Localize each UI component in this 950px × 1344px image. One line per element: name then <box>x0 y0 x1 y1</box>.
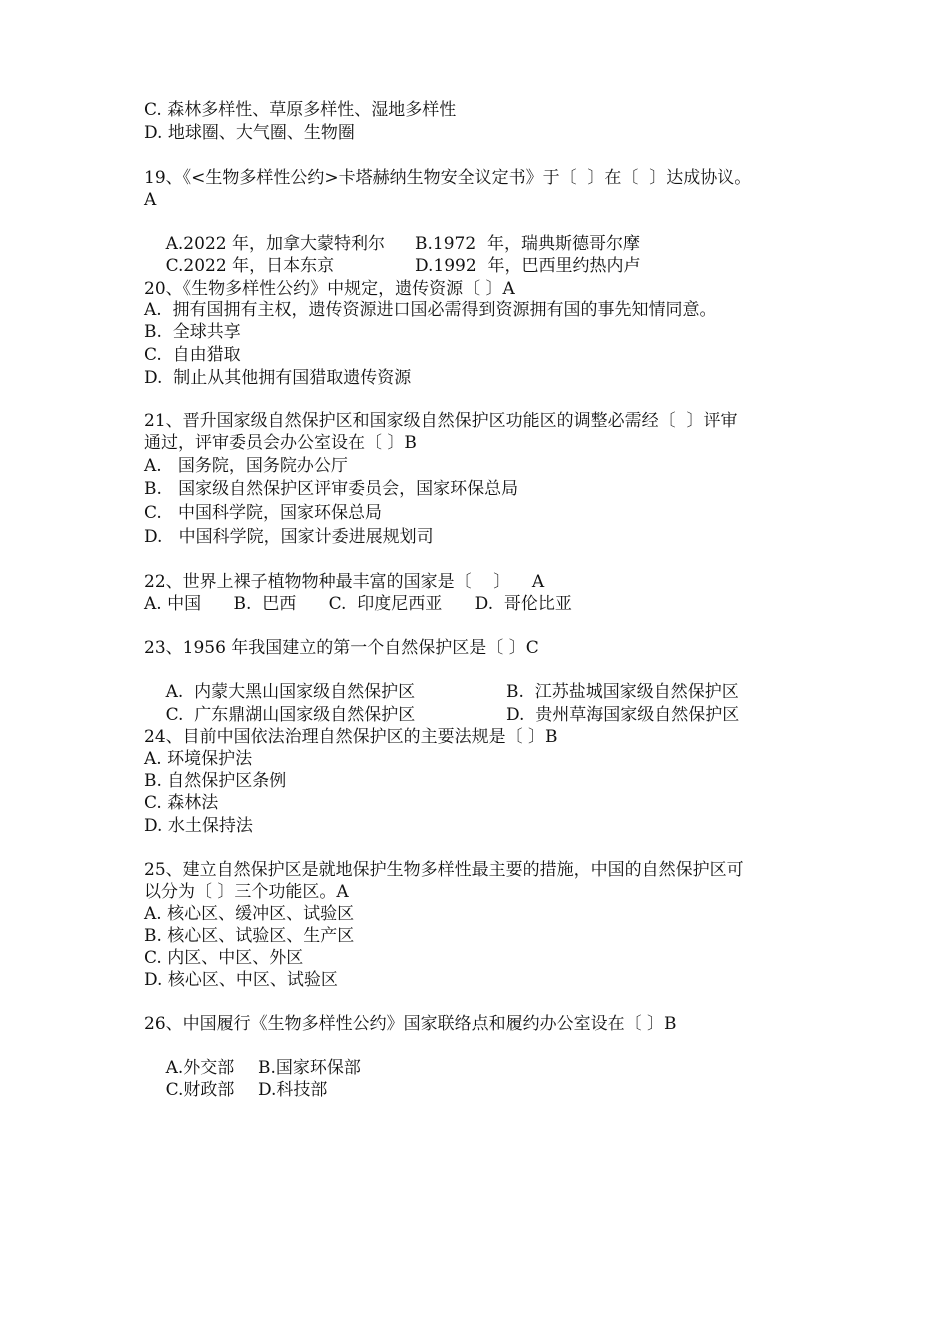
option-b: B.国家环保部 <box>258 1058 361 1078</box>
option-a: A.2022 年，加拿大蒙特利尔 <box>165 234 385 254</box>
option-line: C. 自由猎取 <box>144 345 241 365</box>
option-line: B. 自然保护区条例 <box>144 771 287 791</box>
option-line: C. 内区、中区、外区 <box>144 948 304 968</box>
option-line: B. 核心区、试验区、生产区 <box>144 926 355 946</box>
question-21: 21、晋升国家级自然保护区和国家级自然保护区功能区的调整必需经〔 〕评审 <box>144 411 738 431</box>
option-d: D.1992 年，巴西里约热内卢 <box>415 256 641 276</box>
option-line: A. 国务院，国务院办公厅 <box>144 456 348 476</box>
option-line: B. 国家级自然保护区评审委员会，国家环保总局 <box>144 479 519 499</box>
option-line: B. 全球共享 <box>144 322 241 342</box>
option-b: B. 江苏盐城国家级自然保护区 <box>506 682 739 702</box>
option-line: D. 地球圈、大气圈、生物圈 <box>144 123 355 143</box>
question-20: 20、《生物多样性公约》中规定，遗传资源〔 〕A <box>144 279 515 299</box>
option-a: A. 内蒙大黑山国家级自然保护区 <box>165 682 416 702</box>
question-25-cont: 以分为〔 〕三个功能区。A <box>144 882 349 902</box>
option-d: D. 贵州草海国家级自然保护区 <box>506 705 740 725</box>
option-c: C.财政部 <box>165 1080 235 1100</box>
option-line: A. 拥有国拥有主权，遗传资源进口国必需得到资源拥有国的事先知情同意。 <box>144 300 717 320</box>
option-c: C.2022 年，日本东京 <box>165 256 335 276</box>
question-24: 24、目前中国依法治理自然保护区的主要法规是〔 〕B <box>144 727 558 747</box>
option-line: D. 中国科学院，国家计委进展规划司 <box>144 527 434 547</box>
option-line: D. 制止从其他拥有国猎取遗传资源 <box>144 368 412 388</box>
option-line: D. 水土保持法 <box>144 816 253 836</box>
question-23: 23、1956 年我国建立的第一个自然保护区是〔 〕C <box>144 638 539 658</box>
question-19: 19、《<生物多样性公约>卡塔赫纳生物安全议定书》于〔 〕在〔 〕达成协议。 <box>144 168 752 188</box>
option-line: C. 森林多样性、草原多样性、湿地多样性 <box>144 100 457 120</box>
option-a: A.外交部 <box>165 1058 235 1078</box>
option-line: C. 中国科学院，国家环保总局 <box>144 503 383 523</box>
option-c: C. 广东鼎湖山国家级自然保护区 <box>165 705 416 725</box>
option-line: A. 环境保护法 <box>144 749 253 769</box>
option-line: A. 中国 B. 巴西 C. 印度尼西亚 D. 哥伦比亚 <box>144 594 572 614</box>
option-line: D. 核心区、中区、试验区 <box>144 970 338 990</box>
question-25: 25、建立自然保护区是就地保护生物多样性最主要的措施，中国的自然保护区可 <box>144 860 744 880</box>
option-line: A. 核心区、缓冲区、试验区 <box>144 904 355 924</box>
question-26: 26、中国履行《生物多样性公约》国家联络点和履约办公室设在〔 〕B <box>144 1014 677 1034</box>
question-22: 22、世界上裸子植物物种最丰富的国家是〔 〕 A <box>144 572 545 592</box>
question-21-cont: 通过，评审委员会办公室设在〔 〕B <box>144 433 417 453</box>
option-d: D.科技部 <box>258 1080 328 1100</box>
answer-19: A <box>144 190 157 210</box>
option-b: B.1972 年，瑞典斯德哥尔摩 <box>415 234 640 254</box>
option-line: C. 森林法 <box>144 793 219 813</box>
